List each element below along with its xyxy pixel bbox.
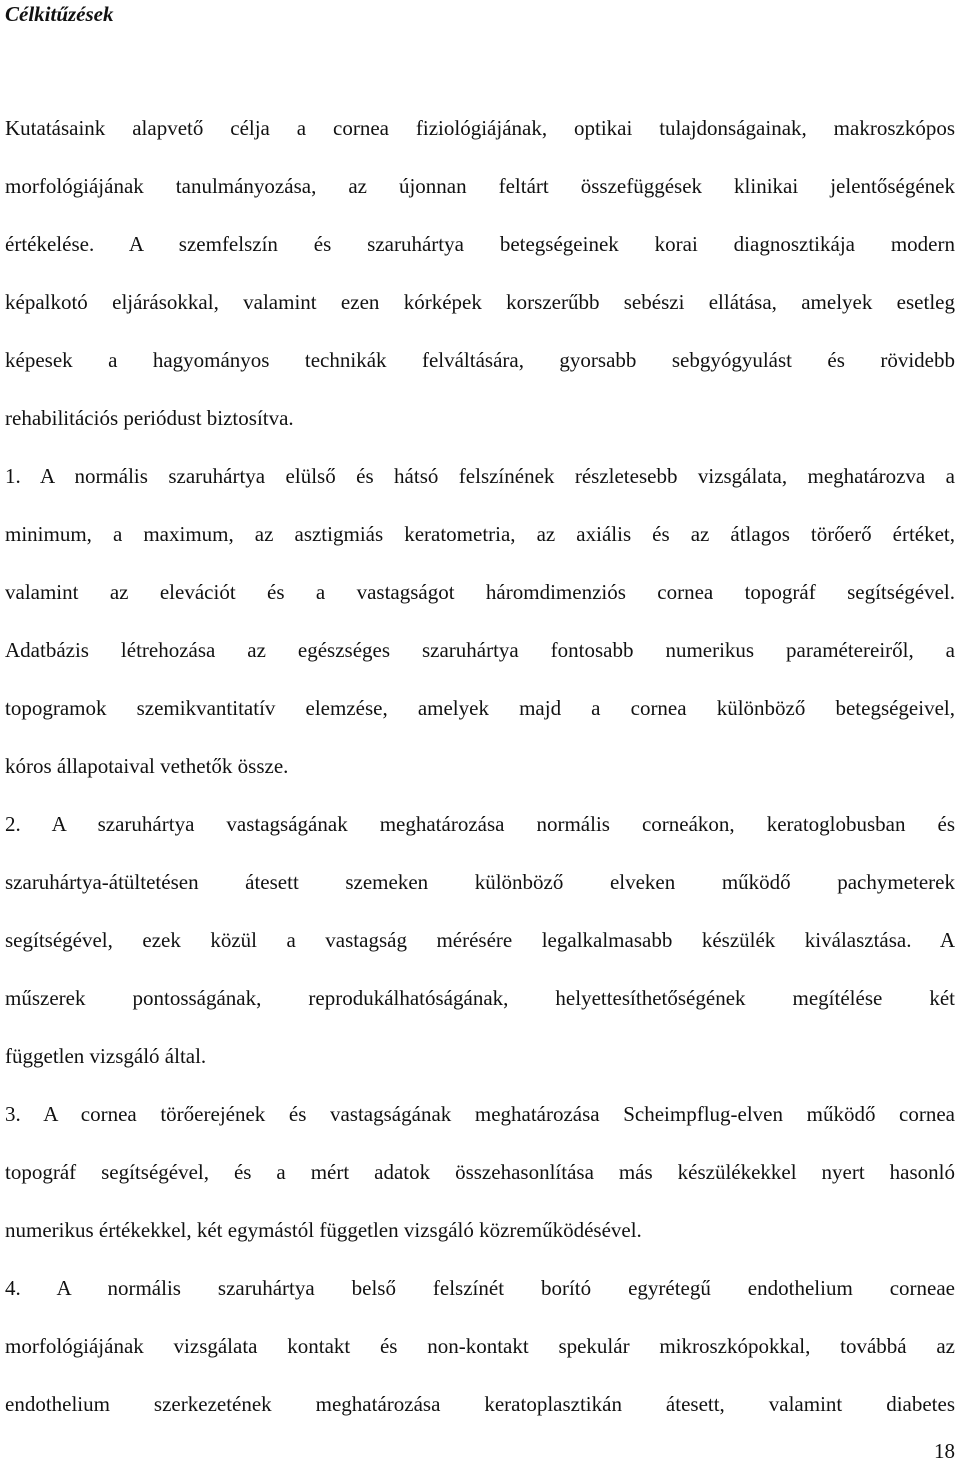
text-line: morfológiájának vizsgálata kontakt és non-kontakt spekulár mikroszkópokkal, továbbá az (5, 1334, 955, 1358)
section-heading: Célkitűzések (5, 2, 114, 26)
page-number: 18 (934, 1439, 955, 1463)
text-line: numerikus értékekkel, két egymástól független vizsgáló közreműködésével. (5, 1218, 642, 1242)
text-line: képalkotó eljárásokkal, valamint ezen kórképek korszerűbb sebészi ellátása, amelyek esetleg (5, 290, 955, 314)
text-line: segítségével, ezek közül a vastagság mérésére legalkalmasabb készülék kiválasztása. A (5, 928, 955, 952)
text-line: rehabilitációs periódust biztosítva. (5, 406, 294, 430)
text-line: Adatbázis létrehozása az egészséges szaruhártya fontosabb numerikus paramétereiről, a (5, 638, 955, 662)
text-line: minimum, a maximum, az asztigmiás keratometria, az axiális és az átlagos törőerő értéket, (5, 522, 955, 546)
text-line: valamint az elevációt és a vastagságot háromdimenziós cornea topográf segítségével. (5, 580, 955, 604)
text-line: értékelése. A szemfelszín és szaruhártya betegségeinek korai diagnosztikája modern (5, 232, 955, 256)
text-line: morfológiájának tanulmányozása, az újonnan feltárt összefüggések klinikai jelentőségének (5, 174, 955, 198)
text-line: Kutatásaink alapvető célja a cornea fiziológiájának, optikai tulajdonságainak, makroszkópos (5, 116, 955, 140)
text-line: topográf segítségével, és a mért adatok összehasonlítása más készülékekkel nyert hasonló (5, 1160, 955, 1184)
text-line: 4. A normális szaruhártya belső felszínét borító egyrétegű endothelium corneae (5, 1276, 955, 1300)
text-line: topogramok szemikvantitatív elemzése, amelyek majd a cornea különböző betegségeivel, (5, 696, 955, 720)
text-line: szaruhártya-átültetésen átesett szemeken különböző elveken működő pachymeterek (5, 870, 955, 894)
text-line: 1. A normális szaruhártya elülső és hátsó felszínének részletesebb vizsgálata, meghatározva a (5, 464, 955, 488)
text-line: kóros állapotaival vethetők össze. (5, 754, 289, 778)
text-line: 2. A szaruhártya vastagságának meghatározása normális corneákon, keratoglobusban és (5, 812, 955, 836)
text-line: 3. A cornea törőerejének és vastagságának meghatározása Scheimpflug-elven működő cornea (5, 1102, 955, 1126)
text-line: képesek a hagyományos technikák felváltására, gyorsabb sebgyógyulást és rövidebb (5, 348, 955, 372)
text-line: független vizsgáló által. (5, 1044, 207, 1068)
text-line: műszerek pontosságának, reprodukálhatóságának, helyettesíthetőségének megítélése két (5, 986, 955, 1010)
text-line: endothelium szerkezetének meghatározása keratoplasztikán átesett, valamint diabetes (5, 1392, 955, 1416)
